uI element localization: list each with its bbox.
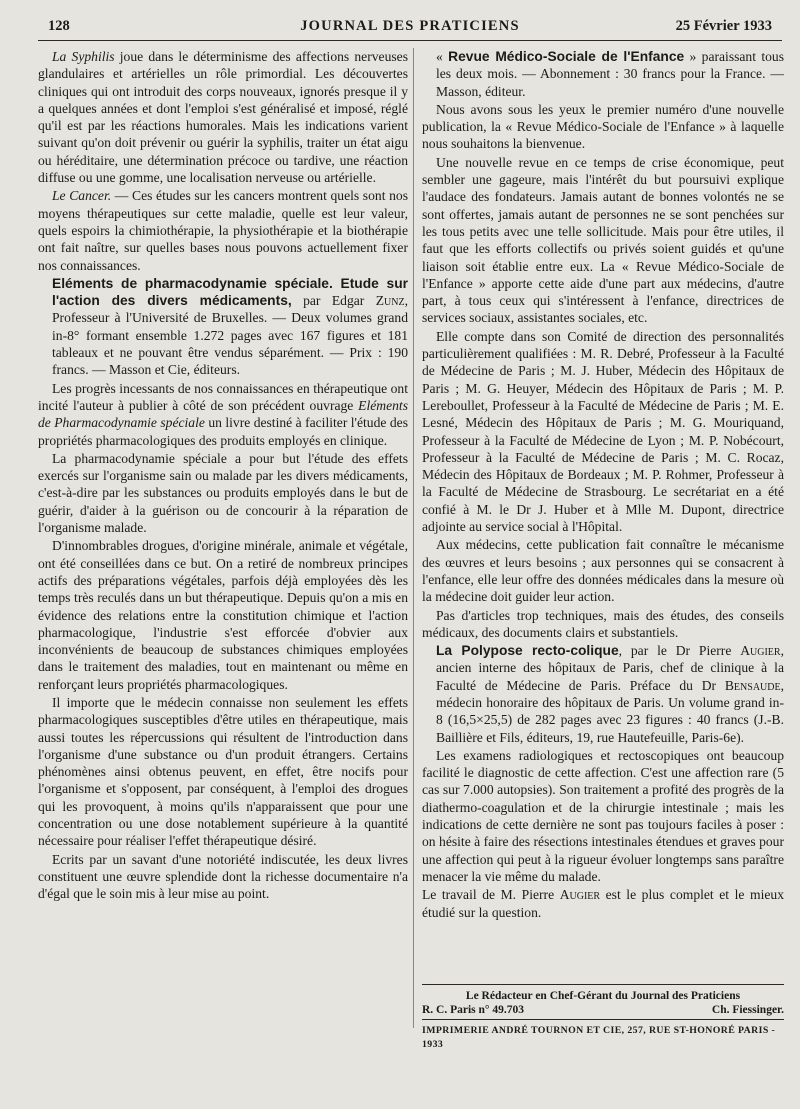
page-header [38, 14, 782, 41]
review-paragraph: Nous avons sous les yeux le premier numéro d'une nouvelle publication, la « Revue Médico-Sociale de l'Enfance » à laquelle nous souhaitons la bienvenue. [422, 101, 784, 152]
right-column [422, 48, 784, 922]
syphilis-paragraph: La Syphilis joue dans le déterminisme des affections nerveuses glandulaires et artérielles un rôle primordial. Les découvertes cliniques qui ont introduit des corps nouveaux, ignorés presque il y a quelques années et dont l'emploi s'est généralisé et imposé, réglé qu'il est par les réactions humorales. Mais les indications varient suivant qu'on doit prévenir ou guérir la syphilis, traiter un état aigu ou héréditaire, une détermination précoce ou tardive, une réaction diffuse ou une gomme, une localisation nerveuse ou artérielle. [38, 49, 408, 186]
editor-name: Ch. Fiessinger. [711, 1004, 784, 1016]
footer-rule [422, 1019, 784, 1020]
journal-title: JOURNAL DES PRATICIENS [300, 18, 520, 34]
editor-credit: Le Rédacteur en Chef-Gérant du Journal des Praticiens [465, 990, 741, 1002]
footer-rule [422, 984, 784, 985]
review-paragraph: Pas d'articles trop techniques, mais des études, des conseils médicaux, des documents clairs et substantiels. [422, 607, 784, 640]
review-paragraph: Aux médecins, cette publication fait connaître le mécanisme des œuvres et leurs besoins ; aux personnes qui se consacrent à l'enfance, elle leur offre des données médicales dans la mesure où la médecine doit guider leur action. [422, 537, 784, 605]
review-paragraph: Les examens radiologiques et rectoscopiques ont beaucoup facilité le diagnostic de cette affection. C'est une affection rare (5 cas sur 7.000 autopsies). Son traitement a profité des progrès de la diathermo-coagulation et de la chirurgie intestinale ; mais les indications de cette dernière ne sont pas toujours faciles à poser : on hésite à faire des résections intestinales étendues et graves pour une affection qui peut à la rigueur évoluer longtemps sans paraître menacer la vie même du malade. [422, 747, 784, 884]
review-paragraph: Une nouvelle revue en ce temps de crise économique, peut sembler une gageure, mais l'intérêt du but poursuivi explique l'audace des fondateurs. Jamais autant de bonnes volontés ne se sont offertes, jamais autant de personnes ne se sont penchées sur les tous petits avec une telle sollicitude. Mais pour être utiles, il faut que les efforts collectifs ou privés soient guidés et qu'une liaison soit établie entre eux. La « Revue Médico-Sociale de l'Enfance » apporte cette aide d'une part aux médecins, d'autre part, à tous ceux qui s'intéressent à l'enfance, directrices de services sociaux, assistantes sociales, etc. [422, 154, 784, 326]
journal-entry-revue: « Revue Médico-Sociale de l'Enfance » paraissant tous les deux mois. — Abonnement : 30 francs pour la France. — Masson, éditeur. [436, 49, 784, 99]
page-number: 128 [48, 18, 70, 34]
review-paragraph: Elle compte dans son Comité de direction des personnalités particulièrement qualifiées : M. R. Debré, Professeur à la Faculté de Médecine de Paris ; M. J. Huber, Médecin des Hôpitaux de Paris ; M. G. Heuyer, Médecin des Hôpitaux de Paris ; M. P. Lereboullet, Professeur à la Faculté de Médecine de Paris ; M. E. Lesné, Médecin des Hôpitaux de Paris ; M. G. Mouriquand, Professeur à la Faculté de Médecine de Lyon ; M. P. Nobécourt, Professeur à la Faculté de Médecine de Paris ; M. C. Rocaz, Médecin des Hôpitaux de Bordeaux ; M. P. Rohmer, Professeur à la Faculté de Médecine de Strasbourg. Le secrétariat en a été confié à M. le Dr J. Huber et à Mlle M. Dupont, directrice adjointe au service social à l'Hôpital. [422, 328, 784, 535]
cancer-paragraph: Le Cancer. — Ces études sur les cancers montrent quels sont nos moyens thérapeutiques sur cette maladie, quelle est leur valeur, quels espoirs la chimiothérapie, la physiothérapie et la biothérapie ont fait naître, sur quelles bases nous pouvons actuellement fixer nos connaissances. [38, 188, 408, 273]
register-line [422, 1003, 784, 1017]
review-paragraph: Ecrits par un savant d'une notoriété indiscutée, les deux livres constituent une œuvre splendide dont la richesse documentaire n'a d'égal que le soin mis à leur mise au point. [38, 851, 408, 902]
review-paragraph: Le travail de M. Pierre Augier est le plus complet et le mieux étudié sur la question. [422, 887, 785, 920]
column-divider [413, 48, 414, 1028]
printer-imprint: IMPRIMERIE ANDRÉ TOURNON ET CIE, 257, RUE ST-HONORÉ PARIS - 1933 [422, 1025, 776, 1050]
issue-date: 25 Février 1933 [675, 18, 772, 34]
register-number: R. C. Paris n° 49.703 [422, 1004, 525, 1016]
review-paragraph: Les progrès incessants de nos connaissances en thérapeutique ont incité l'auteur à publier à côté de son précédent ouvrage Eléments de Pharmacodynamie spéciale un livre destiné à faciliter l'étude des propriétés pharmacologiques des produits employés en clinique. [38, 380, 408, 448]
review-paragraph: La pharmacodynamie spéciale a pour but l'étude des effets exercés sur l'organisme sain ou malade par les divers médicaments, c'est-à-dire par les substances ou produits employés dans le but de guérir, d'aider à la guérison ou de concourir à la réparation de l'organisme malade. [38, 450, 408, 536]
page-footer [422, 982, 784, 1052]
review-paragraph: Il importe que le médecin connaisse non seulement les effets pharmacologiques susceptibles d'être utiles en thérapeutique, mais aussi toutes les répercussions qui résultent de l'introduction dans l'organisme d'une substance ou d'un produit étrangers. Certains phénomènes ainsi obtenus peuvent, en effet, être nocifs pour l'organisme et s'opposent, par conséquent, à l'emploi des drogues qui les provoquent, à moins qu'ils n'apparaissent que pour une concentration ou une dose notablement supérieure à la quantité nécessaire pour réaliser l'effet thérapeutique désiré. [38, 694, 408, 849]
review-paragraph: D'innombrables drogues, d'origine minérale, animale et végétale, ont été conseillées dans ce but. On a retiré de nombreux principes actifs des préparations végétales, parfois déjà employées dès les temps très reculés dans un but thérapeutique. Depuis qu'on a mis en évidence des relations entre la constitution chimique et l'action pharmacologique, l'industrie s'est efforcée d'obvier aux inconvénients de beaucoup de substances chimiques employées dans le traitement des maladies, tout en maintenant ou même en renforçant leurs propriétés pharmacologiques. [38, 538, 408, 692]
book-entry-pharmacodynamie: Eléments de pharmacodynamie spéciale. Etude sur l'action des divers médicaments, par Edgar Zunz, Professeur à l'Université de Bruxelles. — Deux volumes grand in-8° formant ensemble 1.272 pages avec 167 figures et 181 tableaux et ne pouvant être vendus séparément. — Prix : 190 francs. — Masson et Cie, éditeurs. [52, 275, 408, 378]
left-column [38, 48, 408, 904]
book-entry-polypose: La Polypose recto-colique, par le Dr Pierre Augier, ancien interne des hôpitaux de Paris, chef de clinique à la Faculté de Médecine de Paris. Préface du Dr Bensaude, médecin honoraire des hôpitaux de Paris. Un volume grand in-8 (16,5×25,5) de 282 pages avec 23 figures : 40 francs (J.-B. Baillière et Fils, éditeurs, 19, rue Hautefeuille, Paris-6e). [436, 643, 784, 745]
